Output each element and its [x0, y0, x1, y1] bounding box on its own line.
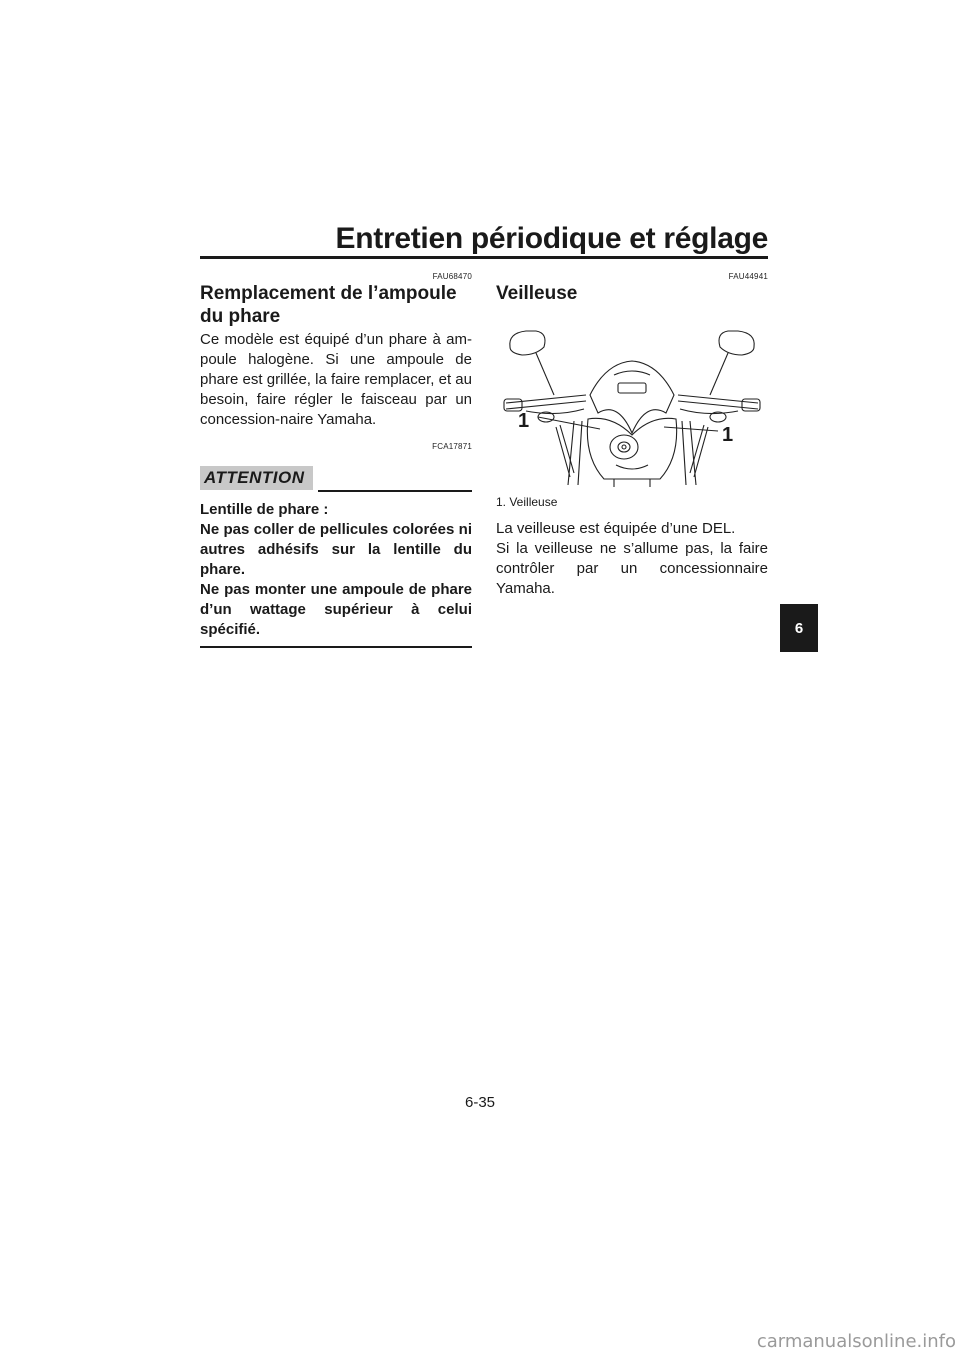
- title-rule: [200, 256, 768, 259]
- left-column: [200, 272, 472, 648]
- right-column: [496, 272, 768, 599]
- callout-label-right: 1: [722, 424, 734, 446]
- caution-code: FCA17871: [432, 442, 472, 451]
- section-code: FAU44941: [728, 272, 768, 281]
- position-light-paragraph-2: Si la veilleuse ne s’allume pas, la faire contrôler par un concessionnaire Yamaha.: [496, 540, 768, 597]
- caution-badge: ATTENTION: [200, 466, 313, 490]
- chapter-tab: 6: [780, 604, 818, 652]
- page-number: 6-35: [464, 1094, 496, 1111]
- figure-caption: 1. Veilleuse: [496, 495, 558, 509]
- callout-label-left: 1: [518, 410, 530, 432]
- watermark: carmanualsonline.info: [756, 1331, 956, 1352]
- section-code: FAU68470: [432, 272, 472, 281]
- caution-line-3: Ne pas monter une ampoule de phare d’un wattage supérieur à celui spécifié.: [200, 581, 472, 638]
- motorcycle-front-illustration: [496, 317, 768, 487]
- position-light-paragraph-1: La veilleuse est équipée d’une DEL.: [496, 520, 736, 537]
- caution-line-2: Ne pas coller de pellicules colorées ni autres adhésifs sur la lentille du phare.: [200, 521, 472, 578]
- caution-header: [200, 466, 472, 492]
- headlight-paragraph: Ce modèle est équipé d’un phare à am-poule halogène. Si une ampoule de phare est grillée, la faire remplacer, et au besoin, faire régler le faisceau par un concession-naire Yamaha.: [200, 331, 472, 428]
- caution-body: [200, 500, 472, 640]
- section-title-headlight: Remplacement de l’ampoule du phare: [200, 283, 457, 327]
- caution-rule: [318, 490, 472, 492]
- caution-end-rule: [200, 646, 472, 648]
- page-title: Entretien périodique et réglage: [335, 222, 768, 255]
- caution-line-1: Lentille de phare :: [200, 501, 329, 518]
- section-title-position-light: Veilleuse: [496, 283, 578, 304]
